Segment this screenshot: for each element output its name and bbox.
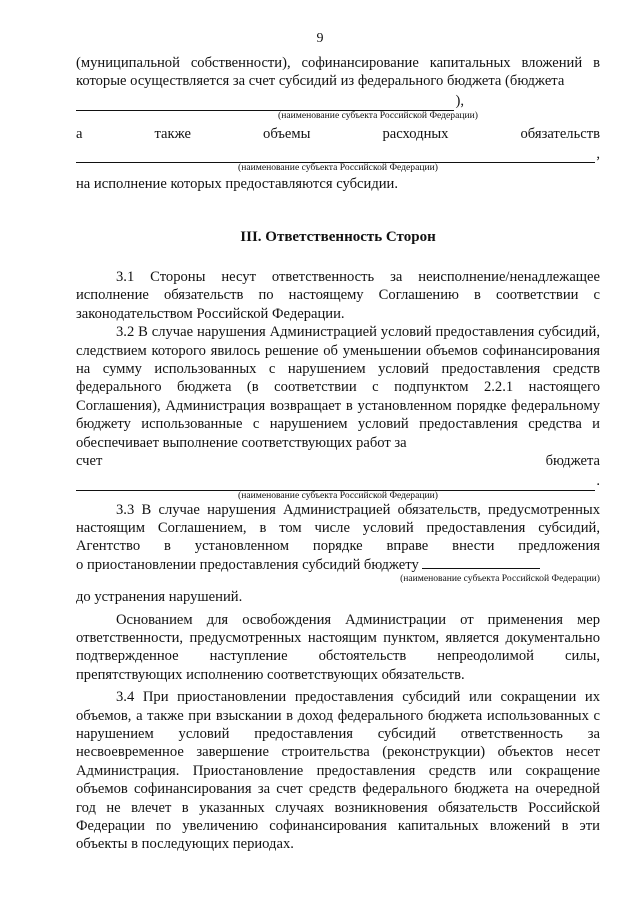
clause-3-3-end: до устранения нарушений. (76, 589, 243, 606)
caption-subject-name: (наименование субъекта Российской Федерации) (238, 489, 438, 501)
blank-rule (422, 556, 540, 569)
blank-rule (76, 96, 454, 111)
word: счет (76, 453, 103, 470)
word: а (76, 125, 83, 142)
blank-tail: ), (455, 93, 464, 110)
word: обязательств (520, 125, 600, 142)
clause-3-4: 3.4 При приостановлении предоставления субсидий или сокращении их объемов, а также при взыскании в доход федерального бюджета использованных с нарушением условий предоставления субсидий ответственность за несвоевременное завершение строительства (реконструкции) объектов несет Администрация. Приостановление предоставления средств или сокращение объемов софинансирования за счет средств федерального бюджета на очередной год не влечет в указанных случаях возникновения обязательств Российской Федерации по увеличению софинансирования капитальных вложений в эти объекты в последующих периодах. (76, 689, 600, 853)
clause-3-2: 3.2 В случае нарушения Администрацией условий предоставления субсидий, следствием которого явилось решение об уменьшении объемов софинансирования на сумму использованных с нарушением условий предоставления средств федерального бюджета (в соответствии с подпунктом 2.2.1 настоящего Соглашения), Администрация возвращает в установленном порядке федеральному бюджету использованные с нарушением условий предоставления средства и обеспечивает выполнение соответствующих работ за (76, 324, 600, 451)
section-title: III. Ответственность Сторон (240, 228, 436, 245)
intro-end: на исполнение которых предоставляются субсидии. (76, 176, 399, 193)
caption-subject-name: (наименование субъекта Российской Федерации) (238, 162, 438, 174)
intro-spread-line (76, 125, 600, 143)
blank-rule (76, 148, 595, 163)
word: расходных (382, 125, 449, 142)
clause-3-3: 3.3 В случае нарушения Администрацией обязательств, предусмотренных настоящим Соглашением, в том числе условий предоставления субсидий, Агентство в установленном порядке вправе внести предложения (76, 501, 600, 555)
intro-paragraph: (муниципальной собственности), софинансирование капитальных вложений в которые осуществляется за счет субсидий из федерального бюджета (бюджета (76, 55, 600, 90)
clause-3-1: 3.1 Стороны несут ответственность за неисполнение/ненадлежащее исполнение обязательств по настоящему Соглашению в соответствии с законодательством Российской Федерации. (76, 269, 600, 322)
word: объемы (263, 125, 311, 142)
blank-tail: , (596, 145, 600, 162)
basis-paragraph: Основанием для освобождения Администрации от применения мер ответственности, предусмотренных настоящим пунктом, является документально подтвержденное наступление обстоятельств непреодолимой силы, препятствующих исполнению соответствующих обязательств. (76, 611, 600, 683)
intro-blank-line-1 (76, 91, 464, 111)
intro-blank-line-2 (76, 143, 600, 163)
blank-tail: . (596, 473, 600, 490)
document-body (76, 54, 600, 854)
caption-subject-name: (наименование субъекта Российской Федерации) (400, 573, 600, 585)
clause-3-3-last-line (76, 556, 600, 574)
word: бюджета (545, 453, 600, 470)
clause-3-3-last-text: о приостановлении предоставления субсидий бюджету (76, 556, 419, 573)
clause-3-2-spread (76, 452, 600, 470)
clause-3-2-blank-line (76, 471, 600, 491)
blank-rule (76, 476, 595, 491)
page-number: 9 (316, 31, 324, 46)
caption-subject-name: (наименование субъекта Российской Федерации) (278, 109, 478, 121)
word: также (154, 125, 191, 142)
